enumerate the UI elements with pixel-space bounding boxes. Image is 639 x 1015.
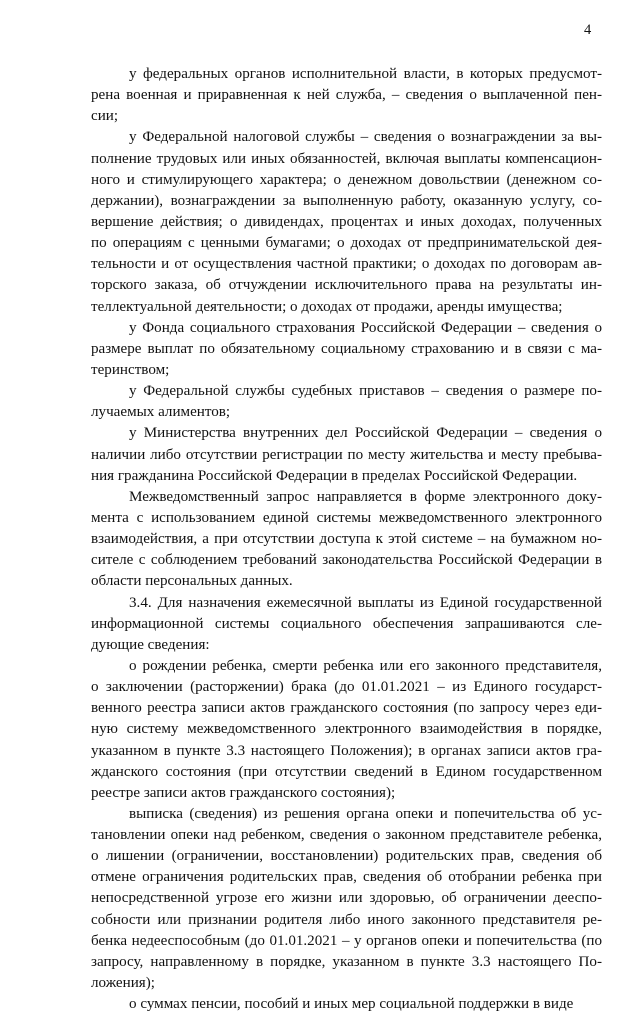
text-line: теринством; — [91, 361, 170, 378]
text-line: информационной системы социального обеспечения запрашиваются сле- — [91, 615, 602, 632]
text-line: тельности и от осуществления частной практики; о доходах по договорам ав- — [91, 256, 602, 273]
text-line: вершение действия; о дивидендах, процентах и иных доходах, полученных — [91, 213, 602, 230]
text-line: венного реестра записи актов гражданского состояния (по запросу через еди- — [91, 700, 602, 717]
paragraph — [91, 593, 602, 656]
text-line: держании), вознаграждении за выполненную работу, оказанную услугу, со- — [91, 192, 602, 209]
text-line: 3.4. Для назначения ежемесячной выплаты из Единой государственной — [129, 594, 602, 611]
text-line: жданского состояния (при отсутствии сведений в Едином государственном — [91, 763, 602, 780]
paragraph — [91, 656, 602, 804]
text-line: у Фонда социального страхования Российской Федерации – сведения о — [129, 319, 602, 336]
text-line: взаимодействия, а при отсутствии доступа к этой системе – на бумажном но- — [91, 531, 602, 548]
text-line: непосредственной угрозе его жизни или здоровью, об ограничении дееспо- — [91, 890, 602, 907]
document-body — [91, 64, 602, 1015]
text-line: ного и стимулирующего характера; о денежном довольствии (денежном со- — [91, 171, 602, 188]
text-line: о суммах пенсии, пособий и иных мер социальной поддержки в виде — [129, 996, 574, 1013]
text-line: рена военная и приравненная к ней служба, – сведения о выплаченной пен- — [91, 87, 602, 104]
text-line: теллектуальной деятельности; о доходах от продажи, аренды имущества; — [91, 298, 563, 315]
paragraph — [91, 381, 602, 423]
text-line: области персональных данных. — [91, 573, 293, 590]
paragraph — [91, 423, 602, 486]
text-line: размере выплат по обязательному социальному страхованию и в связи с ма- — [91, 340, 602, 357]
text-line: полнение трудовых или иных обязанностей, включая выплаты компенсацион- — [91, 150, 602, 167]
text-line: тановлении опеки над ребенком, сведения о законном представителе ребенка, — [91, 827, 602, 844]
text-line: реестре записи актов гражданского состояния); — [91, 784, 396, 801]
text-line: Межведомственный запрос направляется в форме электронного доку- — [129, 488, 602, 505]
text-line: сии; — [91, 108, 119, 125]
text-line: наличии либо отсутствии регистрации по месту жительства и месту пребыва- — [91, 446, 602, 463]
paragraph — [91, 64, 602, 127]
text-line: указанном в пункте 3.3 настоящего Положения); в органах записи актов гра- — [91, 742, 602, 759]
text-line: о заключении (расторжении) брака (до 01.01.2021 – из Единого государст- — [91, 679, 602, 696]
paragraph — [91, 804, 602, 994]
text-line: ложения); — [91, 975, 155, 992]
text-line: торского заказа, об отчуждении исключительного права на результаты ин- — [91, 277, 602, 294]
text-line: лучаемых алиментов; — [91, 404, 231, 421]
text-line: сителе с соблюдением требований законодательства Российской Федерации в — [91, 552, 602, 569]
text-line: о рождении ребенка, смерти ребенка или его законного представителя, — [129, 657, 602, 674]
paragraph — [91, 127, 602, 317]
text-line: бенка недееспособным (до 01.01.2021 – у органов опеки и попечительства (по — [91, 932, 602, 949]
text-line: выписка (сведения) из решения органа опеки и попечительства об ус- — [129, 805, 602, 822]
text-line: ную систему межведомственного электронного взаимодействия в порядке, — [91, 721, 602, 738]
text-line: дующие сведения: — [91, 636, 210, 653]
text-line: ния гражданина Российской Федерации в пределах Российской Федерации. — [91, 467, 578, 484]
text-line: у Федеральной службы судебных приставов – сведения о размере по- — [129, 383, 602, 400]
paragraph — [91, 994, 602, 1015]
paragraph — [91, 318, 602, 381]
text-line: запросу, направленному в порядке, указанном в пункте 3.3 настоящего По- — [91, 953, 602, 970]
text-line: у Министерства внутренних дел Российской Федерации – сведения о — [129, 425, 602, 442]
page-number: 4 — [584, 22, 592, 38]
text-line: отмене ограничения родительских прав, сведения об отобрании ребенка при — [91, 869, 602, 886]
text-line: мента с использованием единой системы межведомственного электронного — [91, 509, 602, 526]
text-line: о лишении (ограничении, восстановлении) родительских прав, сведения об — [91, 848, 602, 865]
text-line: собности или признании родителя либо иного законного представителя ре- — [91, 911, 602, 928]
text-line: по операциям с ценными бумагами; о доходах от предпринимательской дея- — [91, 235, 602, 252]
paragraph — [91, 487, 602, 593]
text-line: у Федеральной налоговой службы – сведения о вознаграждении за вы- — [129, 129, 602, 146]
text-line: у федеральных органов исполнительной власти, в которых предусмот- — [129, 66, 602, 82]
